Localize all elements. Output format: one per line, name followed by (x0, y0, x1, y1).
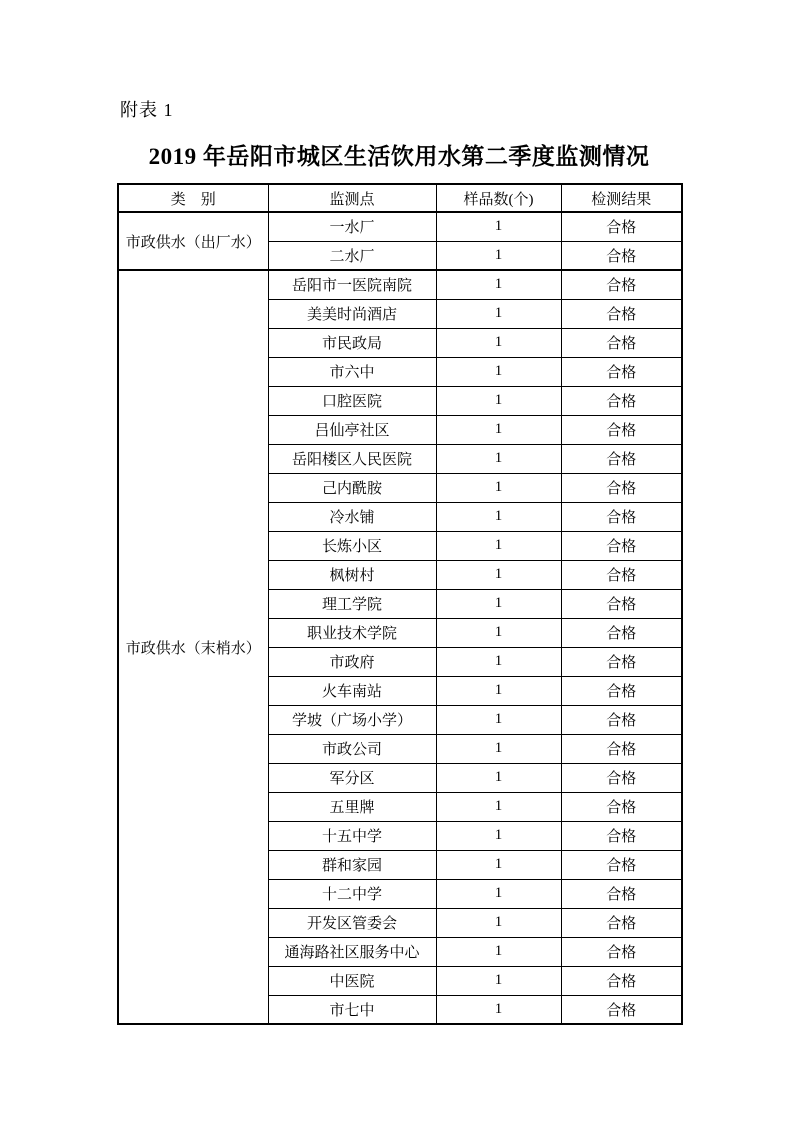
sample-count-cell: 1 (436, 502, 561, 531)
sample-count-cell: 1 (436, 386, 561, 415)
monitor-point-cell: 市民政局 (268, 328, 436, 357)
annex-label: 附表 1 (120, 100, 174, 120)
test-result-cell: 合格 (561, 879, 682, 908)
table-row (118, 270, 682, 299)
monitor-point-cell: 中医院 (268, 966, 436, 995)
monitor-point-cell: 通海路社区服务中心 (268, 937, 436, 966)
monitor-point-cell: 火车南站 (268, 676, 436, 705)
monitor-point-cell: 冷水铺 (268, 502, 436, 531)
sample-count-cell: 1 (436, 357, 561, 386)
monitor-point-cell: 岳阳市一医院南院 (268, 270, 436, 299)
test-result-cell: 合格 (561, 792, 682, 821)
sample-count-cell: 1 (436, 328, 561, 357)
test-result-cell: 合格 (561, 995, 682, 1024)
sample-count-cell: 1 (436, 792, 561, 821)
column-header: 监测点 (268, 184, 436, 212)
test-result-cell: 合格 (561, 908, 682, 937)
monitor-point-cell: 美美时尚酒店 (268, 299, 436, 328)
column-header: 类 别 (118, 184, 268, 212)
sample-count-cell: 1 (436, 444, 561, 473)
monitor-point-cell: 长炼小区 (268, 531, 436, 560)
sample-count-cell: 1 (436, 647, 561, 676)
category-cell: 市政供水（末梢水） (118, 270, 268, 1024)
sample-count-cell: 1 (436, 618, 561, 647)
header-row (118, 184, 682, 212)
test-result-cell: 合格 (561, 444, 682, 473)
monitor-point-cell: 群和家园 (268, 850, 436, 879)
test-result-cell: 合格 (561, 270, 682, 299)
monitor-point-cell: 吕仙亭社区 (268, 415, 436, 444)
monitor-point-cell: 市政公司 (268, 734, 436, 763)
monitor-point-cell: 口腔医院 (268, 386, 436, 415)
test-result-cell: 合格 (561, 502, 682, 531)
sample-count-cell: 1 (436, 879, 561, 908)
sample-count-cell: 1 (436, 415, 561, 444)
sample-count-cell: 1 (436, 589, 561, 618)
sample-count-cell: 1 (436, 821, 561, 850)
sample-count-cell: 1 (436, 676, 561, 705)
sample-count-cell: 1 (436, 995, 561, 1024)
sample-count-cell: 1 (436, 705, 561, 734)
sample-count-cell: 1 (436, 734, 561, 763)
test-result-cell: 合格 (561, 415, 682, 444)
test-result-cell: 合格 (561, 357, 682, 386)
sample-count-cell: 1 (436, 270, 561, 299)
monitor-point-cell: 军分区 (268, 763, 436, 792)
test-result-cell: 合格 (561, 473, 682, 502)
monitor-point-cell: 市六中 (268, 357, 436, 386)
sample-count-cell: 1 (436, 473, 561, 502)
test-result-cell: 合格 (561, 821, 682, 850)
monitor-point-cell: 开发区管委会 (268, 908, 436, 937)
table-row (118, 212, 682, 241)
test-result-cell: 合格 (561, 850, 682, 879)
test-result-cell: 合格 (561, 328, 682, 357)
column-header: 检测结果 (561, 184, 682, 212)
monitor-point-cell: 职业技术学院 (268, 618, 436, 647)
sample-count-cell: 1 (436, 560, 561, 589)
test-result-cell: 合格 (561, 618, 682, 647)
monitor-point-cell: 十五中学 (268, 821, 436, 850)
test-result-cell: 合格 (561, 386, 682, 415)
sample-count-cell: 1 (436, 966, 561, 995)
monitor-point-cell: 己内酰胺 (268, 473, 436, 502)
sample-count-cell: 1 (436, 531, 561, 560)
test-result-cell: 合格 (561, 705, 682, 734)
test-result-cell: 合格 (561, 763, 682, 792)
test-result-cell: 合格 (561, 734, 682, 763)
monitor-point-cell: 市政府 (268, 647, 436, 676)
table-header (118, 184, 682, 212)
monitor-point-cell: 市七中 (268, 995, 436, 1024)
test-result-cell: 合格 (561, 676, 682, 705)
sample-count-cell: 1 (436, 212, 561, 241)
sample-count-cell: 1 (436, 763, 561, 792)
test-result-cell: 合格 (561, 966, 682, 995)
sample-count-cell: 1 (436, 241, 561, 270)
sample-count-cell: 1 (436, 299, 561, 328)
monitoring-table (117, 183, 683, 1025)
sample-count-cell: 1 (436, 937, 561, 966)
test-result-cell: 合格 (561, 531, 682, 560)
page-title: 2019 年岳阳市城区生活饮用水第二季度监测情况 (148, 144, 650, 169)
test-result-cell: 合格 (561, 241, 682, 270)
monitor-point-cell: 理工学院 (268, 589, 436, 618)
column-header: 样品数(个) (436, 184, 561, 212)
monitor-point-cell: 学坡（广场小学） (268, 705, 436, 734)
test-result-cell: 合格 (561, 647, 682, 676)
sample-count-cell: 1 (436, 850, 561, 879)
test-result-cell: 合格 (561, 937, 682, 966)
sample-count-cell: 1 (436, 908, 561, 937)
category-cell: 市政供水（出厂水） (118, 212, 268, 270)
test-result-cell: 合格 (561, 560, 682, 589)
test-result-cell: 合格 (561, 212, 682, 241)
test-result-cell: 合格 (561, 299, 682, 328)
monitor-point-cell: 二水厂 (268, 241, 436, 270)
test-result-cell: 合格 (561, 589, 682, 618)
monitor-point-cell: 一水厂 (268, 212, 436, 241)
monitor-point-cell: 五里牌 (268, 792, 436, 821)
monitor-point-cell: 十二中学 (268, 879, 436, 908)
table-body (118, 212, 682, 1024)
monitor-point-cell: 枫树村 (268, 560, 436, 589)
monitor-point-cell: 岳阳楼区人民医院 (268, 444, 436, 473)
